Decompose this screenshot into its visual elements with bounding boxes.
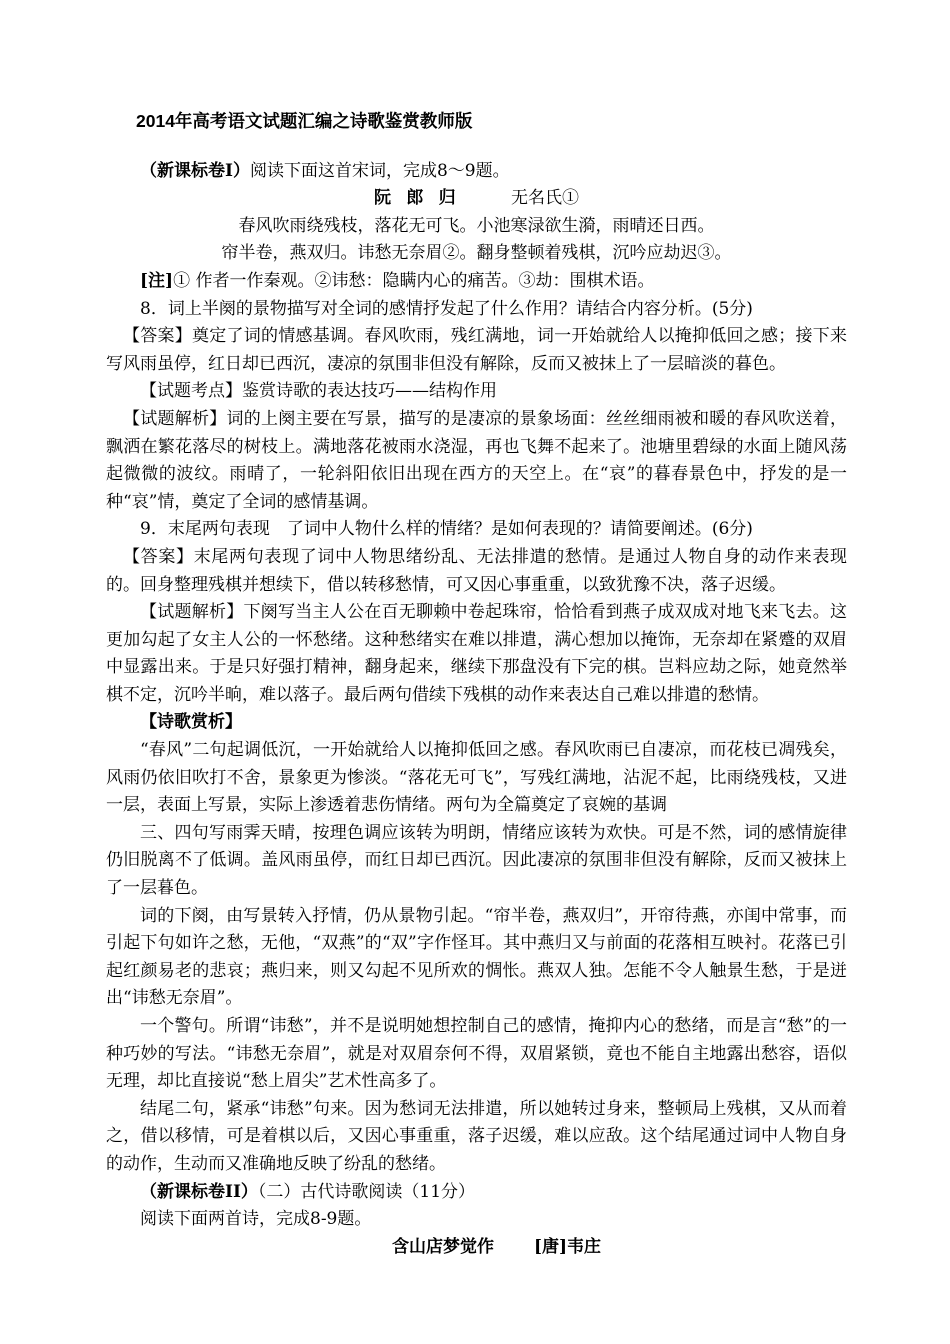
appreciation-para-5: 结尾二句，紧承“讳愁”句来。因为愁词无法排遣，所以她转过身来，整顿局上残棋，又从而着之，借以移情，可是着棋以后，又因心事重重，落子迟缓，难以应敌。这个结尾通过词中人物自身的动作，生动而又准确地反映了纷乱的愁绪。 xyxy=(106,1098,847,1174)
appreciation-para-2: 三、四句写雨霁天晴，按理色调应该转为明朗，情绪应该转为欢快。可是不然，词的感情旋律仍旧脱离不了低调。盖风雨虽停，而红日却已西沉。因此凄凉的氛围非但没有解除，反而又被抹上了一层暮色。 xyxy=(106,822,847,899)
q8-answer-text: 奠定了词的情感基调。春风吹雨，残红满地，词一开始就给人以掩抑低回之感；接下来写风雨虽停，红日却已西沉，凄凉的氛围非但没有解除，反而又被抹上了一层暗淡的暮色。 xyxy=(106,326,848,374)
appreciation-para-4: 一个警句。所谓“讳愁”，并不是说明她想控制自己的感情，掩抑内心的愁绪，而是言“愁”的一种巧妙的写法。“讳愁无奈眉”，就是对双眉奈何不得，双眉紧锁，竟也不能自主地露出愁容，语似无理，却比直接说“愁上眉尖”艺术性高多了。 xyxy=(106,1016,847,1092)
note-label: [注] xyxy=(140,270,174,291)
appreciation-heading xyxy=(106,709,847,737)
q9-analysis xyxy=(106,599,847,709)
q8-answer-label: 【答案】 xyxy=(123,326,192,347)
question-8: 8．词上半阕的景物描写对全词的感情抒发起了什么作用？请结合内容分析。(5分) xyxy=(140,298,753,319)
poem1-notes xyxy=(106,268,847,296)
section1-label: （新课标卷Ⅰ） xyxy=(140,160,250,181)
appreciation-label: 【诗歌赏析】 xyxy=(140,712,242,733)
question-9: 9．末尾两句表现 了词中人物什么样的情绪？是如何表现的？请简要阐述。(6分) xyxy=(140,519,753,540)
section2-label: （新课标卷II） xyxy=(140,1181,258,1202)
poem2-title: 含山店梦觉作 xyxy=(391,1236,494,1257)
q9-answer-label: 【答案】 xyxy=(123,546,194,567)
poem2-author: [唐]韦庄 xyxy=(533,1236,602,1257)
q8-analysis xyxy=(106,406,847,516)
poem1-verse-1: 春风吹雨绕残枝，落花无可飞。小池寒渌欲生漪，雨晴还日西。 xyxy=(238,215,715,236)
poem1-author: 无名氏① xyxy=(510,188,579,209)
q9-analysis-text: 下阕写当主人公在百无聊赖中卷起珠帘，恰恰看到燕子成双成对地飞来飞去。这更加勾起了女主人公的一怀愁绪。这种愁绪实在难以排遣，满心想加以掩饰，无奈却在紧蹙的双眉中显露出来。于是只好强打精神，翻身起来，继续下那盘没有下完的棋。岂料应劫之际，她竟然举棋不定，沉吟半晌，难以落子。最后两句借续下残棋的动作来表达自己难以排遣的愁情。 xyxy=(106,602,847,705)
q8-analysis-text: 词的上阕主要在写景，描写的是凄凉的景象场面：丝丝细雨被和暖的春风吹送着，飘洒在繁花落尽的树枝上。满地落花被雨水浇湿，再也飞舞不起来了。池塘里碧绿的水面上随风荡起微微的波纹。雨晴了，一轮斜阳依旧出现在西方的天空上。在“哀”的暮春景色中，抒发的是一种“哀”情，奠定了全词的感情基调。 xyxy=(106,408,848,512)
q9-answer xyxy=(106,544,847,599)
document-body xyxy=(106,108,847,1261)
q8-point-text: 鉴赏诗歌的表达技巧——结构作用 xyxy=(242,381,497,402)
section2-heading-text: （二）古代诗歌阅读（11分） xyxy=(257,1181,476,1202)
section2-intro: 阅读下面两首诗，完成8-9题。 xyxy=(140,1209,372,1230)
q9-answer-text: 末尾两句表现了词中人物思绪纷乱、无法排遣的愁情。是通过人物自身的动作来表现的。回身整理残棋并想续下，借以转移愁情，可又因心事重重，以致犹豫不决，落子迟缓。 xyxy=(106,546,848,595)
q8-analysis-label: 【试题解析】 xyxy=(123,408,227,429)
q8-answer xyxy=(106,323,847,378)
q9-analysis-label: 【试题解析】 xyxy=(140,602,244,623)
poem1-verse-2: 帘半卷，燕双归。讳愁无奈眉②。翻身整顿着残棋，沉吟应劫迟③。 xyxy=(221,243,732,264)
q8-point-label: 【试题考点】 xyxy=(140,381,242,402)
poem2-heading xyxy=(106,1234,847,1262)
section1-intro-text: 阅读下面这首宋词，完成8～9题。 xyxy=(249,160,510,181)
appreciation-para-1: “春风”二句起调低沉，一开始就给人以掩抑低回之感。春风吹雨已自凄凉，而花枝已凋残矣，风雨仍依旧吹打不舍，景象更为惨淡。“落花无可飞”，写残红满地，沾泥不起，比雨绕残枝，又进一层，表面上写景，实际上渗透着悲伤情绪。两句为全篇奠定了哀婉的基调 xyxy=(106,740,847,816)
page-title: 2014年高考语文试题汇编之诗歌鉴赏教师版 xyxy=(136,111,473,131)
section2-heading xyxy=(106,1179,847,1207)
note-text: ① 作者一作秦观。②讳愁：隐瞒内心的痛苦。③劫：围棋术语。 xyxy=(173,270,655,291)
poem1-heading xyxy=(106,185,847,213)
poem1-title: 阮郎归 xyxy=(374,188,471,209)
appreciation-para-3: 词的下阕，由写景转入抒情，仍从景物引起。“帘半卷，燕双归”，开帘待燕，亦闺中常事，而引起下句如许之愁，无他，“双燕”的“双”字作怪耳。其中燕归又与前面的花落相互映衬。花落已引起红颜易老的悲哀；燕归来，则又勾起不见所欢的惆怅。燕双人独。怎能不令人触景生愁，于是迸出“讳愁无奈眉”。 xyxy=(106,905,847,1009)
section1-intro xyxy=(106,158,847,186)
q8-point xyxy=(106,378,847,406)
